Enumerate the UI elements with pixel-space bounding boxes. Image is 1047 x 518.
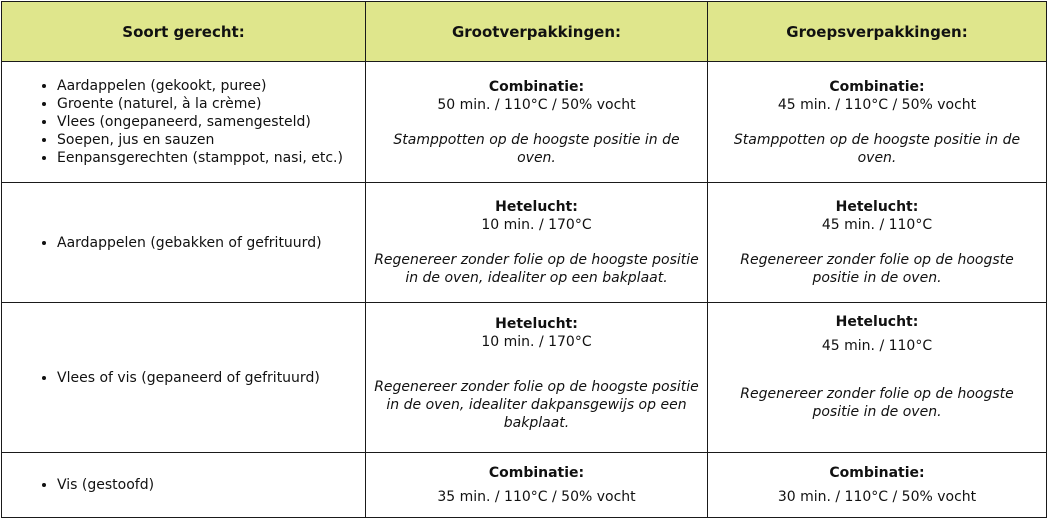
bulk-cell xyxy=(366,303,708,453)
setting-value: 45 min. / 110°C / 50% vocht xyxy=(777,96,977,113)
bulk-cell xyxy=(366,183,708,303)
setting-value: 50 min. / 110°C / 50% vocht xyxy=(437,96,636,113)
table-row xyxy=(2,303,1047,453)
method-label: Hetelucht: xyxy=(495,199,578,215)
setting-value: 10 min. / 170°C xyxy=(481,217,592,233)
dish-list xyxy=(2,77,365,167)
dish-item: • Eenpansgerechten (stamppot, nasi, etc.) xyxy=(57,149,365,167)
header-row xyxy=(2,2,1047,62)
dish-item: • Groente (naturel, à la crème) xyxy=(57,95,365,113)
dish-item: • Vlees of vis (gepaneerd of gefrituurd) xyxy=(57,369,365,387)
instruction-note: Regenereer zonder folie op de hoogste positie in de oven. xyxy=(740,252,1014,286)
regeneration-table xyxy=(1,1,1047,518)
setting-value: 30 min. / 110°C / 50% vocht xyxy=(777,489,977,505)
group-cell xyxy=(708,62,1047,183)
instruction-note: Regenereer zonder folie op de hoogste positie in de oven, idealiter op een bakplaat. xyxy=(374,252,699,286)
setting-value: 45 min. / 110°C xyxy=(821,338,933,354)
method-label: Combinatie: xyxy=(488,465,585,481)
method-label: Combinatie: xyxy=(829,78,925,95)
header-bulk-packaging: Grootverpakkingen: xyxy=(366,2,708,62)
dish-list xyxy=(2,476,365,494)
dish-cell xyxy=(2,183,366,303)
dish-item: • Aardappelen (gebakken of gefrituurd) xyxy=(57,234,365,252)
method-label: Hetelucht: xyxy=(835,314,919,330)
group-cell xyxy=(708,183,1047,303)
dish-item: • Soepen, jus en sauzen xyxy=(57,131,365,149)
header-group-packaging: Groepsverpakkingen: xyxy=(708,2,1047,62)
method-label: Combinatie: xyxy=(488,78,585,95)
dish-cell xyxy=(2,303,366,453)
method-label: Hetelucht: xyxy=(835,199,919,215)
instruction-note: Stamppotten op de hoogste positie in de oven. xyxy=(733,131,1021,166)
setting-value: 35 min. / 110°C / 50% vocht xyxy=(437,489,636,505)
method-label: Hetelucht: xyxy=(495,316,578,332)
dish-cell xyxy=(2,62,366,183)
dish-item: • Aardappelen (gekookt, puree) xyxy=(57,77,365,95)
header-dish-type: Soort gerecht: xyxy=(2,2,366,62)
bulk-cell xyxy=(366,62,708,183)
dish-item: • Vis (gestoofd) xyxy=(57,476,365,494)
table-row xyxy=(2,62,1047,183)
instruction-note: Regenereer zonder folie op de hoogste positie in de oven. xyxy=(740,386,1014,420)
group-cell xyxy=(708,303,1047,453)
setting-value: 45 min. / 110°C xyxy=(821,217,933,233)
instruction-note: Regenereer zonder folie op de hoogste positie in de oven, idealiter dakpansgewijs op een bakplaat. xyxy=(374,379,699,431)
dish-list xyxy=(2,369,365,387)
setting-value: 10 min. / 170°C xyxy=(481,334,592,350)
table-row xyxy=(2,183,1047,303)
dish-list xyxy=(2,234,365,252)
method-label: Combinatie: xyxy=(829,465,925,481)
dish-item: • Vlees (ongepaneerd, samengesteld) xyxy=(57,113,365,131)
instruction-note: Stamppotten op de hoogste positie in de oven. xyxy=(393,131,680,166)
